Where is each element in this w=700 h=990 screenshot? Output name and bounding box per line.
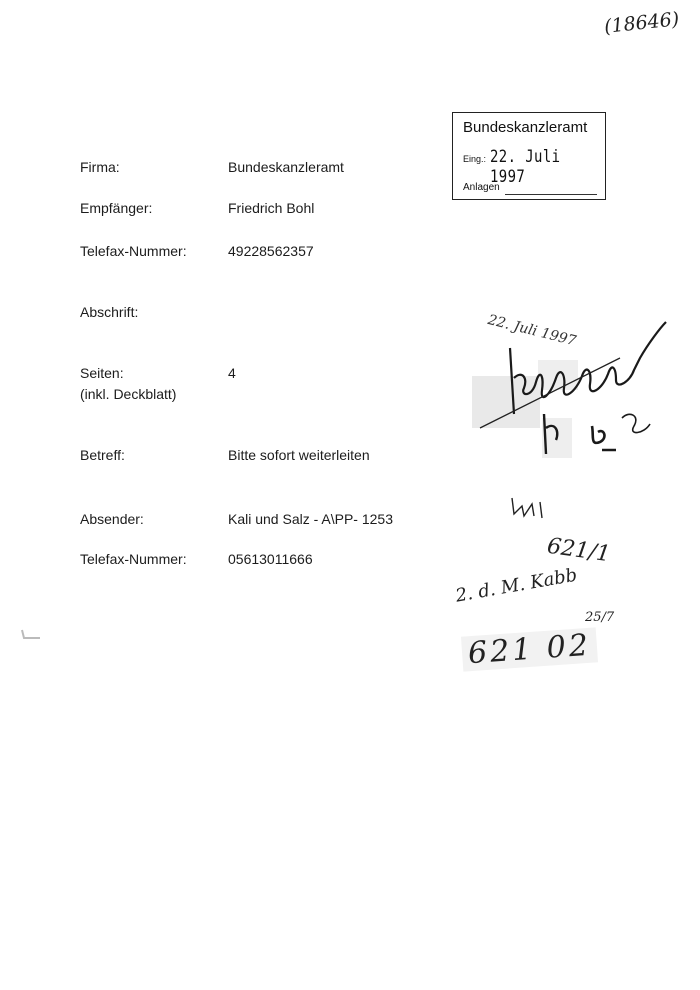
scan-mark [18,628,42,642]
absender-value: Kali und Salz - A\PP- 1253 [228,511,393,527]
telefax-sender-label: Telefax-Nummer: [80,551,187,567]
handwritten-note-4: 621 02 [461,627,598,671]
seiten-sublabel: (inkl. Deckblatt) [80,386,177,402]
handwritten-note-3: 25/7 [585,610,615,625]
telefax-sender-value: 05613011666 [228,551,313,567]
corner-file-number: (18646) [603,8,681,38]
handwritten-signature [470,318,670,468]
empfaenger-label: Empfänger: [80,200,153,216]
telefax-recipient-value: 49228562357 [228,243,314,259]
abschrift-label: Abschrift: [80,304,139,320]
stamp-received-date: 22. Juli 1997 [490,147,561,187]
stamp-attachments-label: Anlagen [463,182,500,193]
seiten-label: Seiten: [80,365,124,381]
seiten-value: 4 [228,365,236,381]
absender-label: Absender: [80,511,144,527]
handwritten-date: 22. Juli 1997 [486,312,578,350]
telefax-recipient-label: Telefax-Nummer: [80,243,187,259]
handwritten-note-1: 621/1 [545,533,612,568]
receipt-stamp [452,112,606,200]
betreff-label: Betreff: [80,447,125,463]
stamp-received-label: Eing.: [463,154,487,164]
firma-value: Bundeskanzleramt [228,159,344,175]
handwritten-note-2: 2. d. M. Kabb [454,564,579,607]
betreff-value: Bitte sofort weiterleiten [228,447,370,463]
firma-label: Firma: [80,159,120,175]
handwritten-initials [508,492,548,522]
stamp-attachments-line [505,194,597,195]
empfaenger-value: Friedrich Bohl [228,200,315,216]
stamp-title: Bundeskanzleramt [463,119,588,136]
